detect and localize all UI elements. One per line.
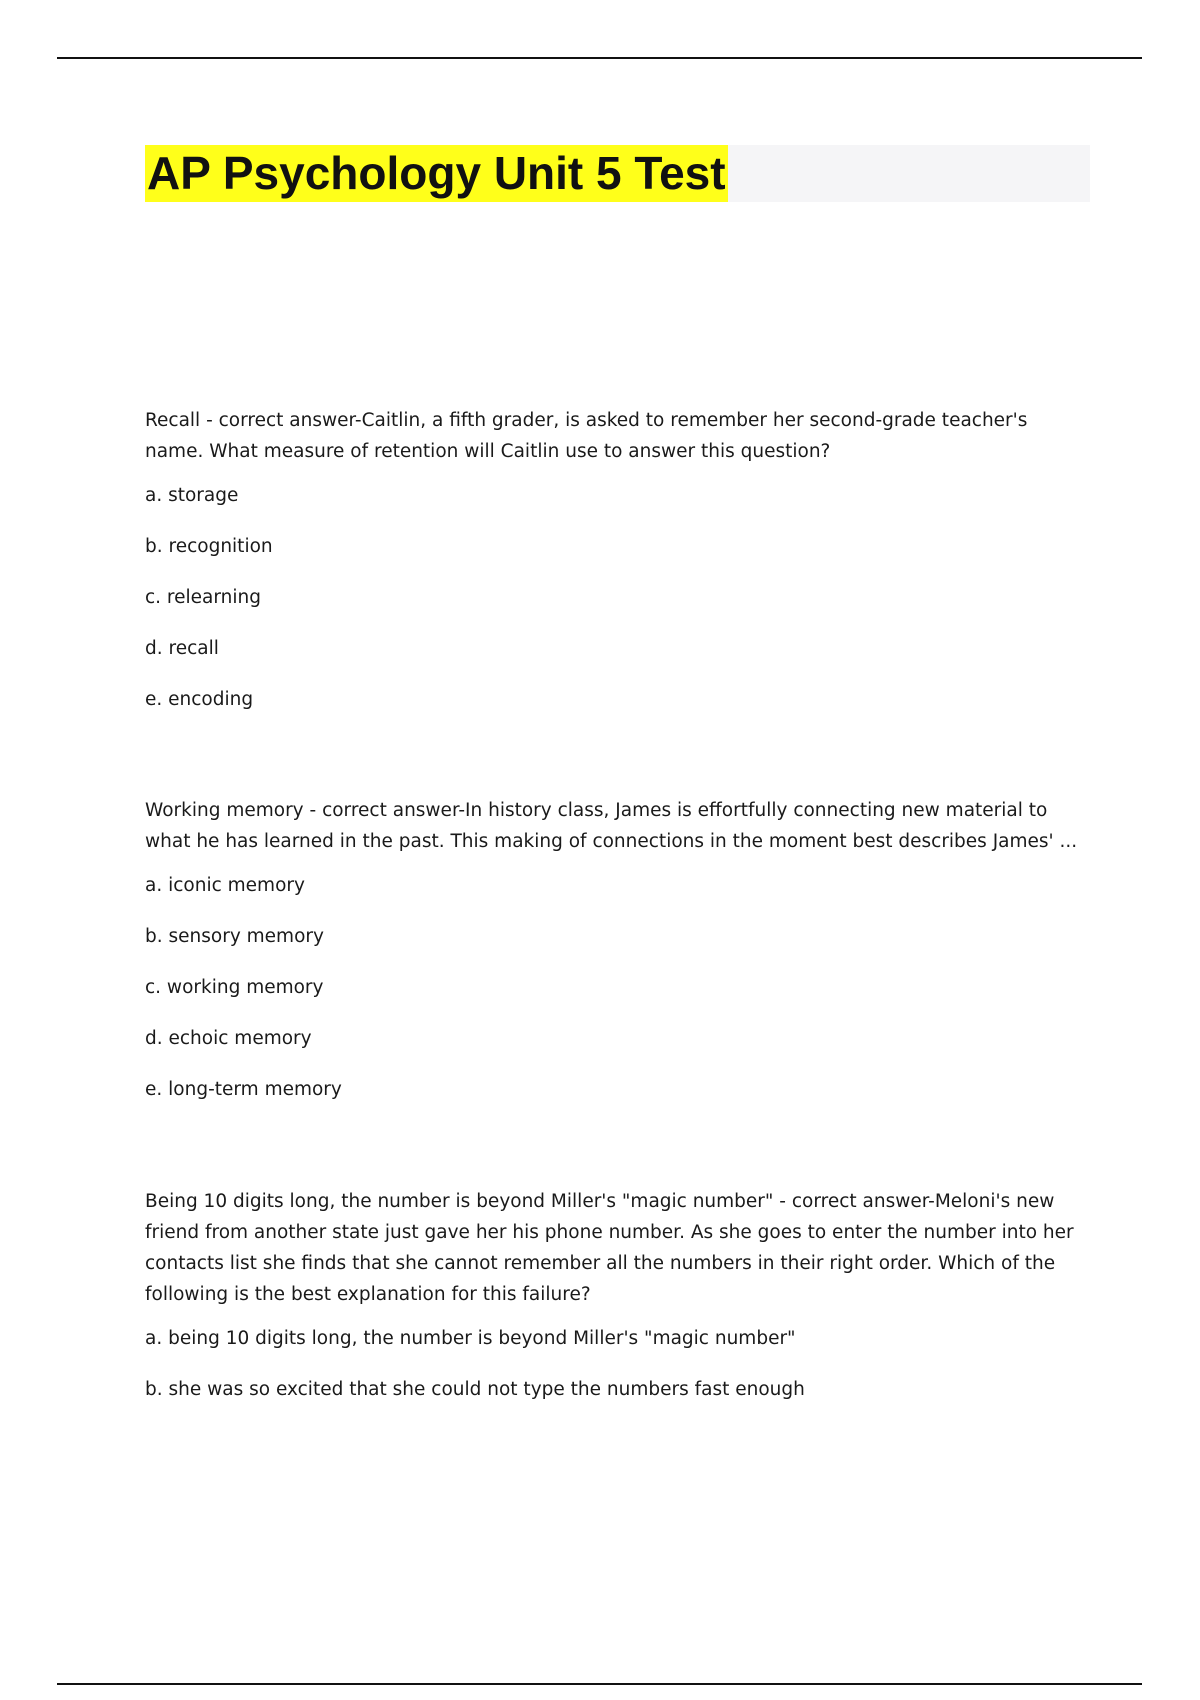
answer-option: d. echoic memory <box>145 1028 312 1049</box>
answer-option: a. being 10 digits long, the number is beyond Miller's "magic number" <box>145 1328 796 1349</box>
answer-option: a. iconic memory <box>145 875 305 896</box>
question-text: Working memory - correct answer-In history class, James is effortfully connecting new material to what he has learned in the past. This making of connections in the moment best describes James' ... <box>145 800 1078 852</box>
answer-options <box>145 875 1085 1130</box>
answer-option: b. recognition <box>145 536 273 557</box>
answer-options <box>145 1328 1085 1430</box>
answer-option: e. encoding <box>145 689 254 710</box>
top-rule <box>57 57 1142 59</box>
question-text: Recall - correct answer-Caitlin, a fifth grader, is asked to remember her second-grade teacher's name. What measure of retention will Caitlin use to answer this question? <box>145 410 1028 462</box>
question-text: Being 10 digits long, the number is beyond Miller's "magic number" - correct answer-Meloni's new friend from another state just gave her his phone number. As she goes to enter the number into her contacts list she finds that she cannot remember all the numbers in their right order. Which of the following is the best explanation for this failure? <box>145 1191 1074 1305</box>
answer-option: e. long-term memory <box>145 1079 342 1100</box>
answer-option: a. storage <box>145 485 239 506</box>
answer-options <box>145 485 1085 740</box>
question-block-1 <box>145 405 1085 740</box>
answer-option: c. relearning <box>145 587 261 608</box>
bottom-rule <box>57 1683 1142 1685</box>
answer-option: c. working memory <box>145 977 324 998</box>
question-block-2 <box>145 795 1085 1130</box>
answer-option: b. sensory memory <box>145 926 324 947</box>
page-title: AP Psychology Unit 5 Test <box>145 145 728 202</box>
answer-option: d. recall <box>145 638 219 659</box>
answer-option: b. she was so excited that she could not type the numbers fast enough <box>145 1379 805 1400</box>
question-block-3 <box>145 1186 1085 1430</box>
